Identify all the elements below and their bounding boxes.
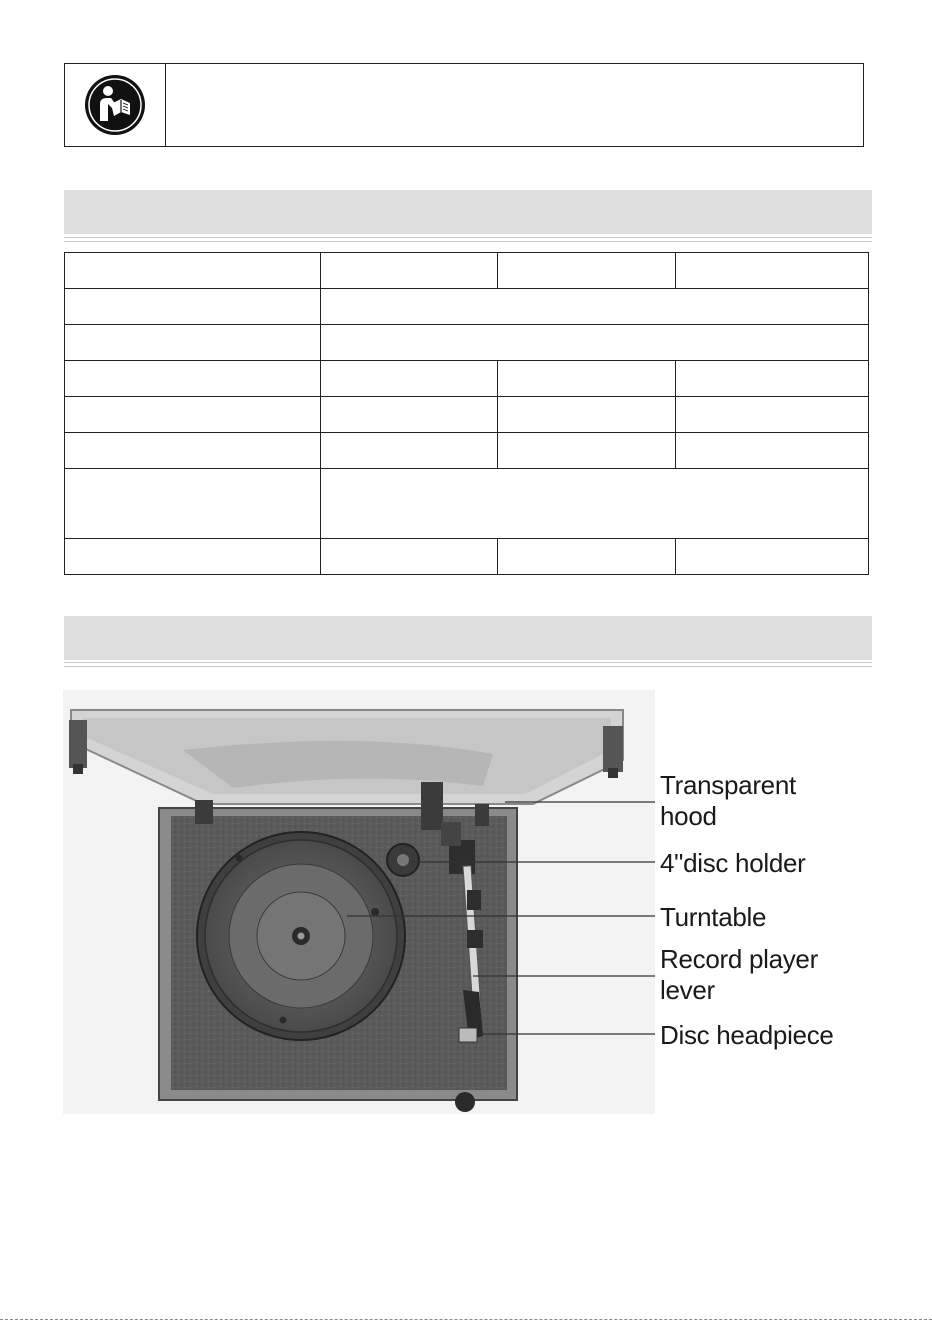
callout-line: Record player [660,944,818,974]
section-rule-2 [64,662,872,667]
table-row [65,253,869,289]
callout-line: lever [660,975,715,1005]
table-cell-label [65,325,321,361]
callout-line: Turntable [660,902,767,932]
turntable-photo [63,690,655,1114]
callout-line: Disc headpiece [660,1020,834,1050]
table-cell [321,325,869,361]
footer-rule [0,1319,932,1320]
read-manual-icon [84,74,146,136]
table-cell-label [65,361,321,397]
table-cell [498,361,676,397]
table-cell [498,433,676,469]
table-cell [321,539,498,575]
section-header-1 [64,190,872,234]
turntable-illustration [63,690,655,1114]
table-row [65,469,869,539]
table-cell [676,253,869,289]
table-cell [676,539,869,575]
table-row [65,289,869,325]
table-cell [321,289,869,325]
read-manual-notice [64,63,864,147]
callout-disc-holder [660,848,806,879]
table-row [65,325,869,361]
table-cell [676,361,869,397]
table-cell [498,253,676,289]
table-cell [498,539,676,575]
notice-text [166,64,863,146]
table-cell [321,469,869,539]
table-cell [321,433,498,469]
table-cell-label [65,469,321,539]
table-row [65,539,869,575]
table-cell [498,397,676,433]
callout-line: 4"disc holder [660,848,806,878]
table-cell-label [65,397,321,433]
callout-line: hood [660,801,717,831]
table-cell-label [65,539,321,575]
callout-disc-headpiece [660,1020,834,1051]
section-header-2 [64,616,872,660]
table-row [65,433,869,469]
callout-line: Transparent [660,770,796,800]
notice-icon-cell [65,64,166,146]
table-row [65,361,869,397]
table-cell [676,397,869,433]
table-cell [321,361,498,397]
table-cell-label [65,433,321,469]
table-cell-label [65,253,321,289]
table-row [65,397,869,433]
table-cell-label [65,289,321,325]
specification-table [64,252,869,575]
section-rule-1 [64,237,872,242]
callout-turntable [660,902,766,933]
callout-record-player-lever [660,944,818,1006]
table-cell [321,253,498,289]
table-cell [321,397,498,433]
callout-transparent-hood [660,770,796,832]
table-cell [676,433,869,469]
